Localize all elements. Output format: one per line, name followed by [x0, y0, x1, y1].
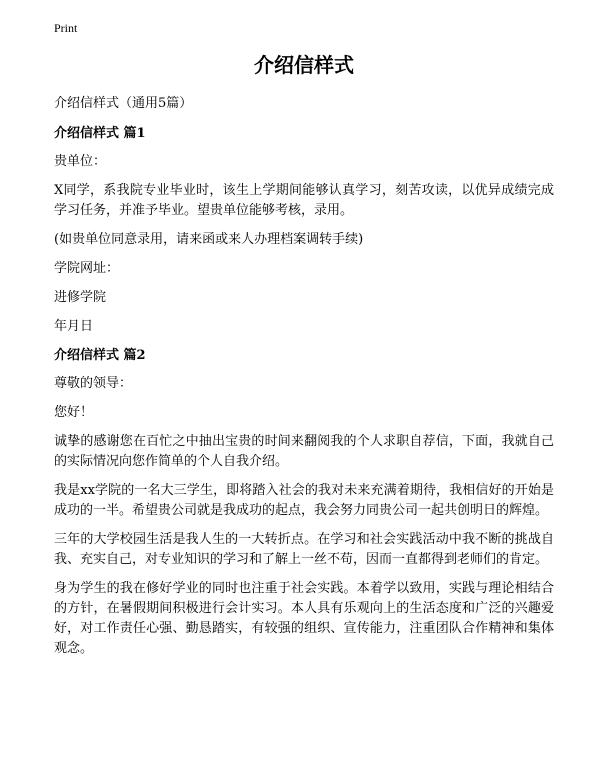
paragraph: 三年的大学校园生活是我人生的一大转折点。在学习和社会实践活动中我不断的挑战自我、充实自己，对专业知识的学习和了解上一丝不苟，因而一直都得到老师们的肯定。: [54, 532, 554, 567]
section-1: [54, 124, 554, 337]
signature-org: 进修学院: [54, 290, 107, 305]
paragraph: X同学，系我院专业毕业时，该生上学期间能够认真学习，刻苦攻读，以优异成绩完成学习任务，并准予毕业。望贵单位能够考核，录用。: [54, 183, 554, 218]
paragraph: 学院网址：: [54, 261, 120, 276]
paragraph: 我是xx学院的一名大三学生，即将踏入社会的我对未来充满着期待，我相信好的开始是成功的一半。希望贵公司就是我成功的起点，我会努力同贵公司一起共创明日的辉煌。: [54, 483, 554, 518]
salutation: 尊敬的领导：: [54, 376, 133, 391]
document: [54, 50, 554, 668]
paragraph: (如贵单位同意录用，请来函或来人办理档案调转手续): [54, 232, 364, 247]
signature-date: 年月日: [54, 319, 94, 334]
print-link[interactable]: Print: [54, 21, 78, 35]
greeting: 您好！: [54, 405, 94, 420]
section-2: [54, 346, 554, 659]
document-title: 介绍信样式: [254, 53, 354, 77]
salutation: 贵单位：: [54, 154, 107, 169]
paragraph: 身为学生的我在修好学业的同时也注重于社会实践。本着学以致用，实践与理论相结合的方针，在暑假期间积极进行会计实习。本人具有乐观向上的生活态度和广泛的兴趣爱好，对工作责任心强、勤恳踏实，有较强的组织、宣传能力，注重团队合作精神和集体观念。: [54, 581, 554, 656]
paragraph: 诚挚的感谢您在百忙之中抽出宝贵的时间来翻阅我的个人求职自荐信，下面，我就自己的实际情况向您作简单的个人自我介绍。: [54, 434, 554, 469]
section-heading: 介绍信样式 篇1: [54, 126, 146, 141]
document-intro: 介绍信样式（通用5篇）: [54, 96, 193, 111]
section-heading: 介绍信样式 篇2: [54, 348, 146, 363]
